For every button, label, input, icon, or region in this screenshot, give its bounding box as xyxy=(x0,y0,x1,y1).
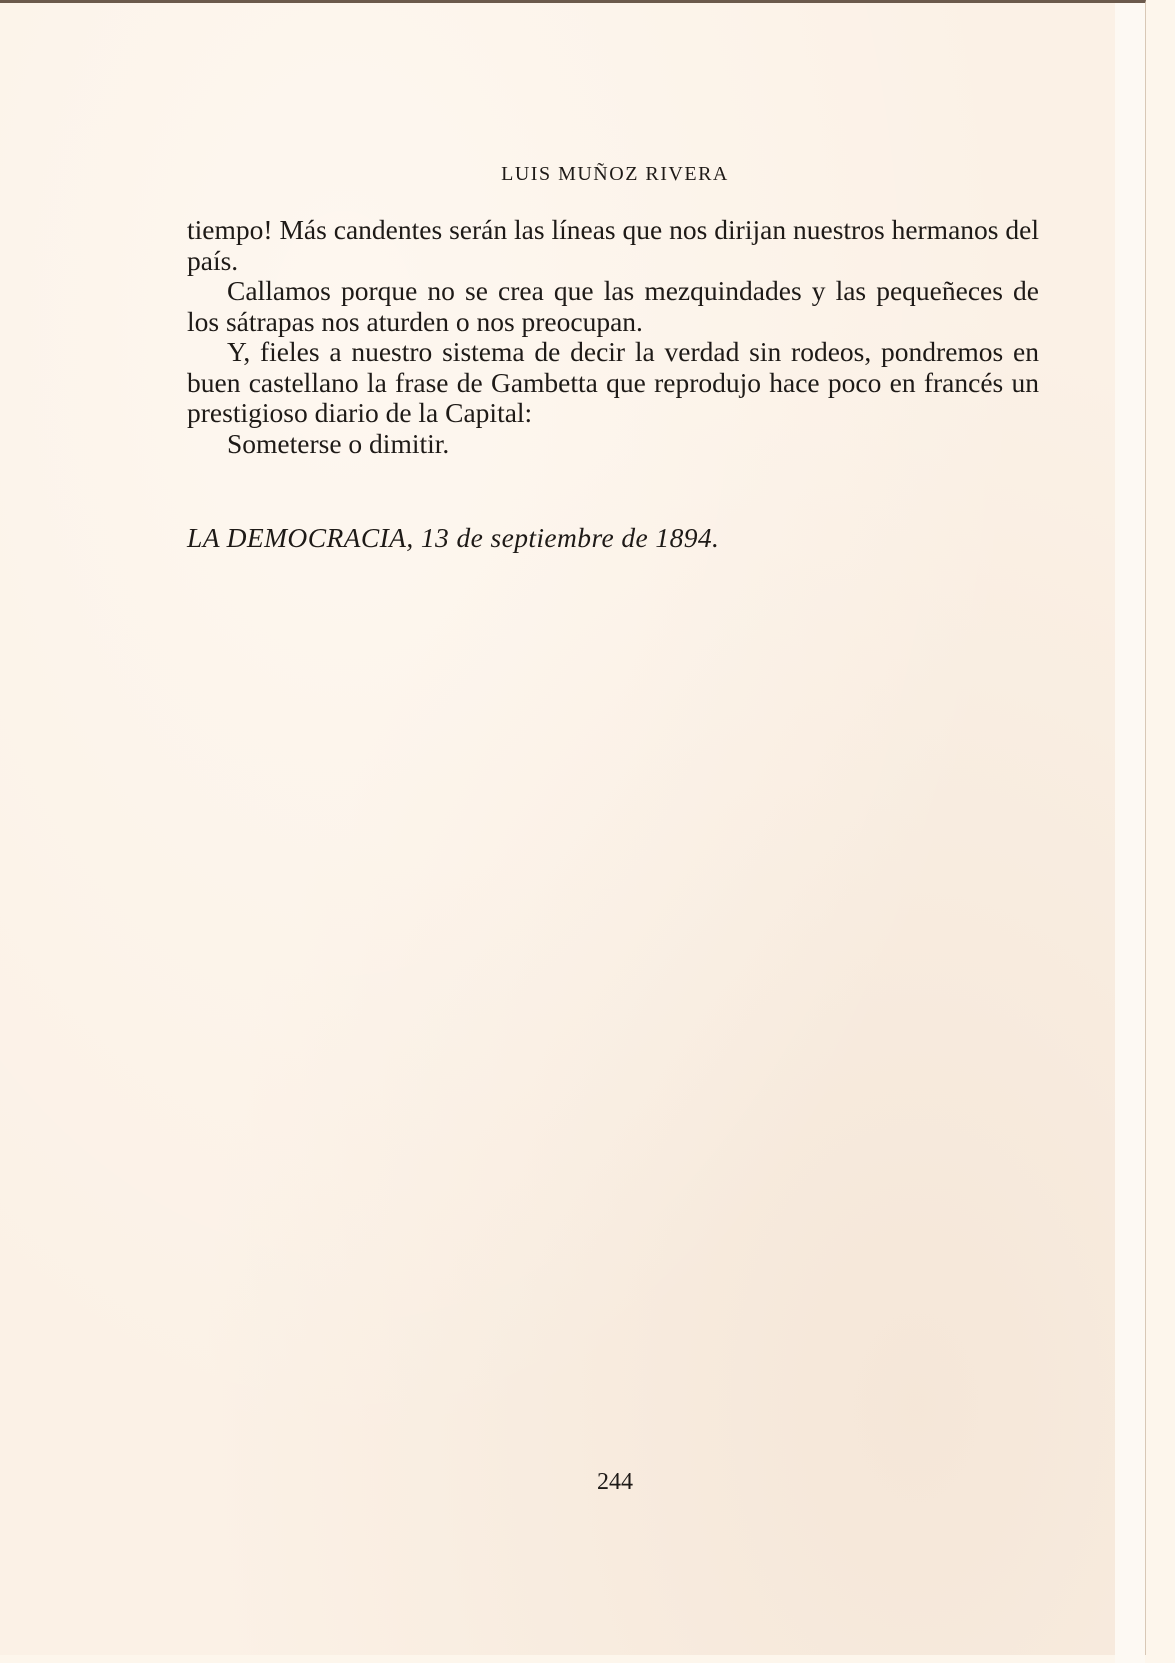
paragraph: Callamos porque no se crea que las mezquindades y las pequeñeces de los sátrapas nos aturden o nos preocupan. xyxy=(187,275,1039,337)
paragraph-continued: tiempo! Más candentes serán las líneas que nos dirijan nuestros hermanos del país. xyxy=(187,214,1039,276)
paragraph: Y, fieles a nuestro sistema de decir la verdad sin rodeos, pondremos en buen castellano la frase de Gambetta que reprodujo hace poco en francés un prestigioso diario de la Capital: xyxy=(187,336,1039,428)
page-number: 244 xyxy=(597,1469,633,1495)
torn-page-edge xyxy=(1115,3,1145,1663)
source-citation: LA DEMOCRACIA, 13 de septiembre de 1894. xyxy=(187,522,720,553)
paragraph: Someterse o dimitir. xyxy=(227,427,450,459)
body-text xyxy=(187,215,1039,459)
running-head: LUIS MUÑOZ RIVERA xyxy=(501,163,729,185)
